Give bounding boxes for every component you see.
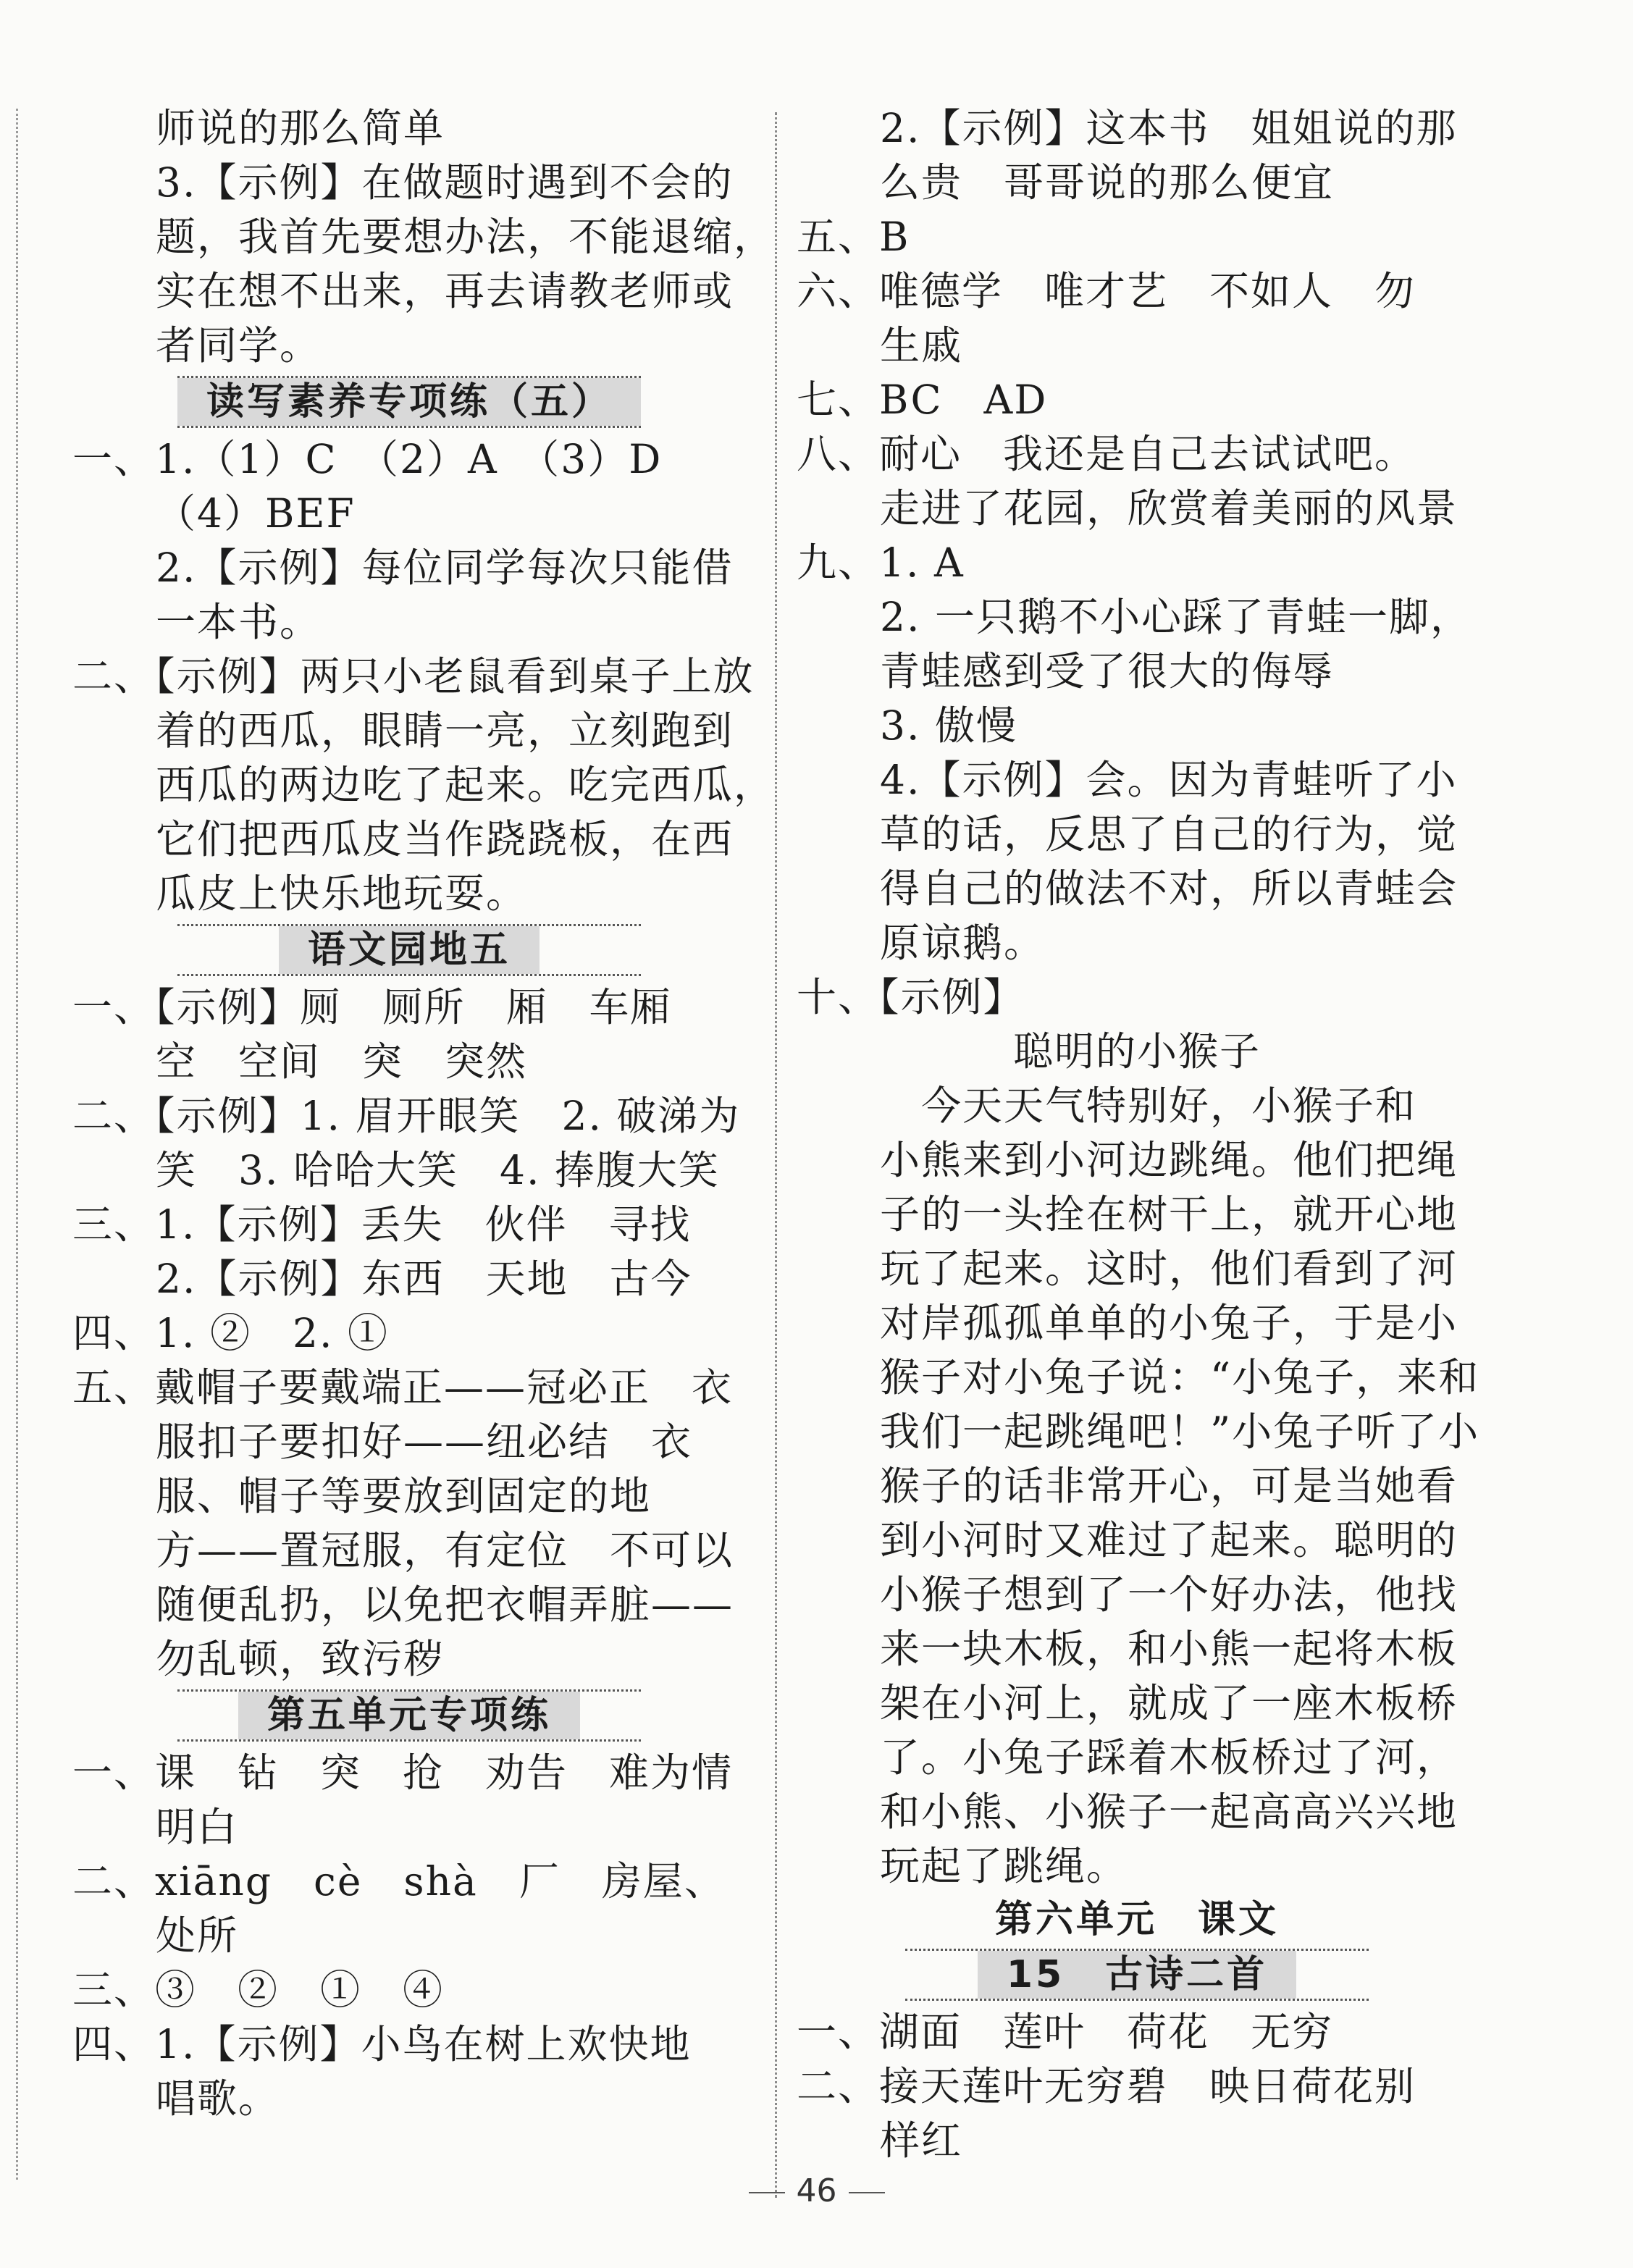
answer-continuation-line: 我们一起跳绳吧！”小兔子听了小 bbox=[880, 1408, 1480, 1455]
answer-continuation-line: 者同学。 bbox=[156, 322, 322, 369]
section-heading bbox=[177, 924, 641, 976]
answer-continuation-line: 2. 一只鹅不小心踩了青蛙一脚， bbox=[880, 594, 1472, 640]
answer-column-right bbox=[797, 101, 1480, 2168]
answer-item-line: 六、唯德学 唯才艺 不如人 勿 bbox=[797, 268, 1416, 314]
answer-continuation-line: 青蛙感到受了很大的侮辱 bbox=[880, 648, 1335, 694]
page-edge-dots bbox=[16, 109, 20, 2180]
section-heading-text: 第五单元专项练 bbox=[238, 1692, 580, 1739]
answer-item-line: 二、【示例】1. 眉开眼笑 2. 破涕为 bbox=[72, 1093, 741, 1139]
answer-continuation-line: 着的西瓜，眼睛一亮，立刻跑到 bbox=[156, 707, 734, 754]
section-heading bbox=[905, 1949, 1369, 2001]
answer-continuation-line: 生戚 bbox=[880, 322, 963, 369]
answer-continuation-line: 服扣子要扣好——纽必结 衣 bbox=[156, 1419, 693, 1465]
column-divider bbox=[775, 112, 777, 2198]
answer-item-line: 一、课 钻 突 抢 劝告 难为情 bbox=[72, 1750, 734, 1796]
answer-item-line: 五、B bbox=[797, 214, 910, 260]
page-number: 46 bbox=[796, 2172, 837, 2209]
answer-item-line: 七、BC AD bbox=[797, 377, 1048, 423]
answer-item-line: 四、1. ② 2. ① bbox=[72, 1310, 389, 1356]
answer-item-line: 三、③ ② ① ④ bbox=[72, 1967, 445, 2013]
answer-continuation-line: 草的话，反思了自己的行为，觉 bbox=[880, 811, 1458, 857]
answer-continuation-line: 随便乱扔，以免把衣帽弄脏—— bbox=[156, 1582, 734, 1628]
section-heading bbox=[177, 376, 641, 428]
answer-continuation-line: 方——置冠服，有定位 不可以 bbox=[156, 1527, 734, 1574]
answer-item-line: 五、戴帽子要戴端正——冠必正 衣 bbox=[72, 1364, 734, 1411]
answer-continuation-line: 样红 bbox=[880, 2117, 963, 2164]
answer-continuation-line: 架在小河上，就成了一座木板桥 bbox=[880, 1680, 1458, 1726]
answer-item-line: 九、1. A bbox=[797, 539, 965, 586]
answer-continuation-line: 走进了花园，欣赏着美丽的风景 bbox=[880, 485, 1458, 532]
answer-continuation-line: 明白 bbox=[156, 1804, 239, 1850]
answer-continuation-line: 原谅鹅。 bbox=[880, 920, 1046, 966]
section-heading-text: 15 古诗二首 bbox=[978, 1951, 1296, 1999]
answer-continuation-line: 师说的那么简单 bbox=[156, 105, 445, 151]
answer-item-line: 三、1.【示例】丢失 伙伴 寻找 bbox=[72, 1201, 692, 1248]
answer-item-line: 一、湖面 莲叶 荷花 无穷 bbox=[797, 2009, 1334, 2055]
answer-continuation-line: 3. 傲慢 bbox=[880, 702, 1017, 749]
essay-title: 聪明的小猴子 bbox=[1012, 1028, 1261, 1075]
answer-item-line: 八、耐心 我还是自己去试试吧。 bbox=[797, 431, 1416, 477]
answer-continuation-line: 勿乱顿，致污秽 bbox=[156, 1636, 445, 1682]
answer-continuation-line: 3.【示例】在做题时遇到不会的 bbox=[156, 159, 734, 206]
footer-dash-left bbox=[749, 2192, 785, 2193]
answer-continuation-line: 笑 3. 哈哈大笑 4. 捧腹大笑 bbox=[156, 1147, 720, 1193]
answer-continuation-line: 子的一头拴在树干上，就开心地 bbox=[880, 1191, 1458, 1238]
answer-continuation-line: 4.【示例】会。因为青蛙听了小 bbox=[880, 757, 1458, 803]
answer-continuation-line: 2.【示例】东西 天地 古今 bbox=[156, 1256, 692, 1302]
footer-dash-right bbox=[849, 2192, 885, 2193]
answer-item-line: 二、接天莲叶无穷碧 映日荷花别 bbox=[797, 2063, 1416, 2109]
answer-continuation-line: 今天天气特别好，小猴子和 bbox=[880, 1083, 1417, 1129]
answer-continuation-line: 猴子对小兔子说：“小兔子，来和 bbox=[880, 1354, 1480, 1400]
answer-continuation-line: 来一块木板，和小熊一起将木板 bbox=[880, 1626, 1458, 1672]
answer-continuation-line: 2.【示例】每位同学每次只能借 bbox=[156, 545, 734, 591]
answer-continuation-line: 处所 bbox=[156, 1912, 239, 1959]
answer-continuation-line: 题，我首先要想办法，不能退缩， bbox=[156, 214, 776, 260]
answer-continuation-line: 玩了起来。这时，他们看到了河 bbox=[880, 1246, 1458, 1292]
answer-column-left bbox=[72, 101, 776, 2126]
answer-continuation-line: 它们把西瓜皮当作跷跷板，在西 bbox=[156, 816, 734, 862]
answer-continuation-line: 猴子的话非常开心，可是当她看 bbox=[880, 1463, 1458, 1509]
section-heading-text: 语文园地五 bbox=[279, 926, 540, 974]
answer-continuation-line: 和小熊、小猴子一起高高兴兴地 bbox=[880, 1789, 1458, 1835]
section-heading bbox=[177, 1689, 641, 1742]
answer-continuation-line: 空 空间 突 突然 bbox=[156, 1038, 528, 1085]
answer-continuation-line: 得自己的做法不对，所以青蛙会 bbox=[880, 865, 1458, 912]
answer-continuation-line: 西瓜的两边吃了起来。吃完西瓜， bbox=[156, 762, 776, 808]
answer-continuation-line: 了。小兔子踩着木板桥过了河， bbox=[880, 1734, 1458, 1781]
answer-continuation-line: 小熊来到小河边跳绳。他们把绳 bbox=[880, 1137, 1458, 1183]
unit-heading: 第六单元 课文 bbox=[994, 1898, 1279, 1941]
answer-continuation-line: 一本书。 bbox=[156, 599, 322, 645]
answer-item-line: 一、【示例】厕 厕所 厢 车厢 bbox=[72, 984, 672, 1030]
answer-continuation-line: 实在想不出来，再去请教老师或 bbox=[156, 268, 734, 314]
answer-item-line: 十、【示例】 bbox=[797, 974, 1025, 1020]
answer-continuation-line: 么贵 哥哥说的那么便宜 bbox=[880, 159, 1335, 206]
answer-continuation-line: 对岸孤孤单单的小兔子，于是小 bbox=[880, 1300, 1458, 1346]
answer-item-line: 二、【示例】两只小老鼠看到桌子上放 bbox=[72, 653, 755, 700]
answer-continuation-line: 服、帽子等要放到固定的地 bbox=[156, 1473, 652, 1519]
answer-continuation-line: 到小河时又难过了起来。聪明的 bbox=[880, 1517, 1458, 1563]
answer-continuation-line: 瓜皮上快乐地玩耍。 bbox=[156, 870, 528, 917]
answer-item-line: 二、xiāng cè shà 厂 房屋、 bbox=[72, 1858, 726, 1904]
answer-item-line: 四、1.【示例】小鸟在树上欢快地 bbox=[72, 2021, 692, 2067]
section-heading-text: 读写素养专项练（五） bbox=[177, 378, 641, 426]
answer-continuation-line: 玩起了跳绳。 bbox=[880, 1843, 1128, 1889]
answer-item-line: 一、1.（1）C （2）A （3）D bbox=[72, 436, 663, 482]
answer-continuation-line: 唱歌。 bbox=[156, 2075, 280, 2122]
answer-continuation-line: （4）BEF bbox=[156, 490, 356, 537]
page-footer bbox=[0, 2172, 1633, 2209]
answer-continuation-line: 2.【示例】这本书 姐姐说的那 bbox=[880, 105, 1458, 151]
answer-continuation-line: 小猴子想到了一个好办法，他找 bbox=[880, 1571, 1458, 1618]
